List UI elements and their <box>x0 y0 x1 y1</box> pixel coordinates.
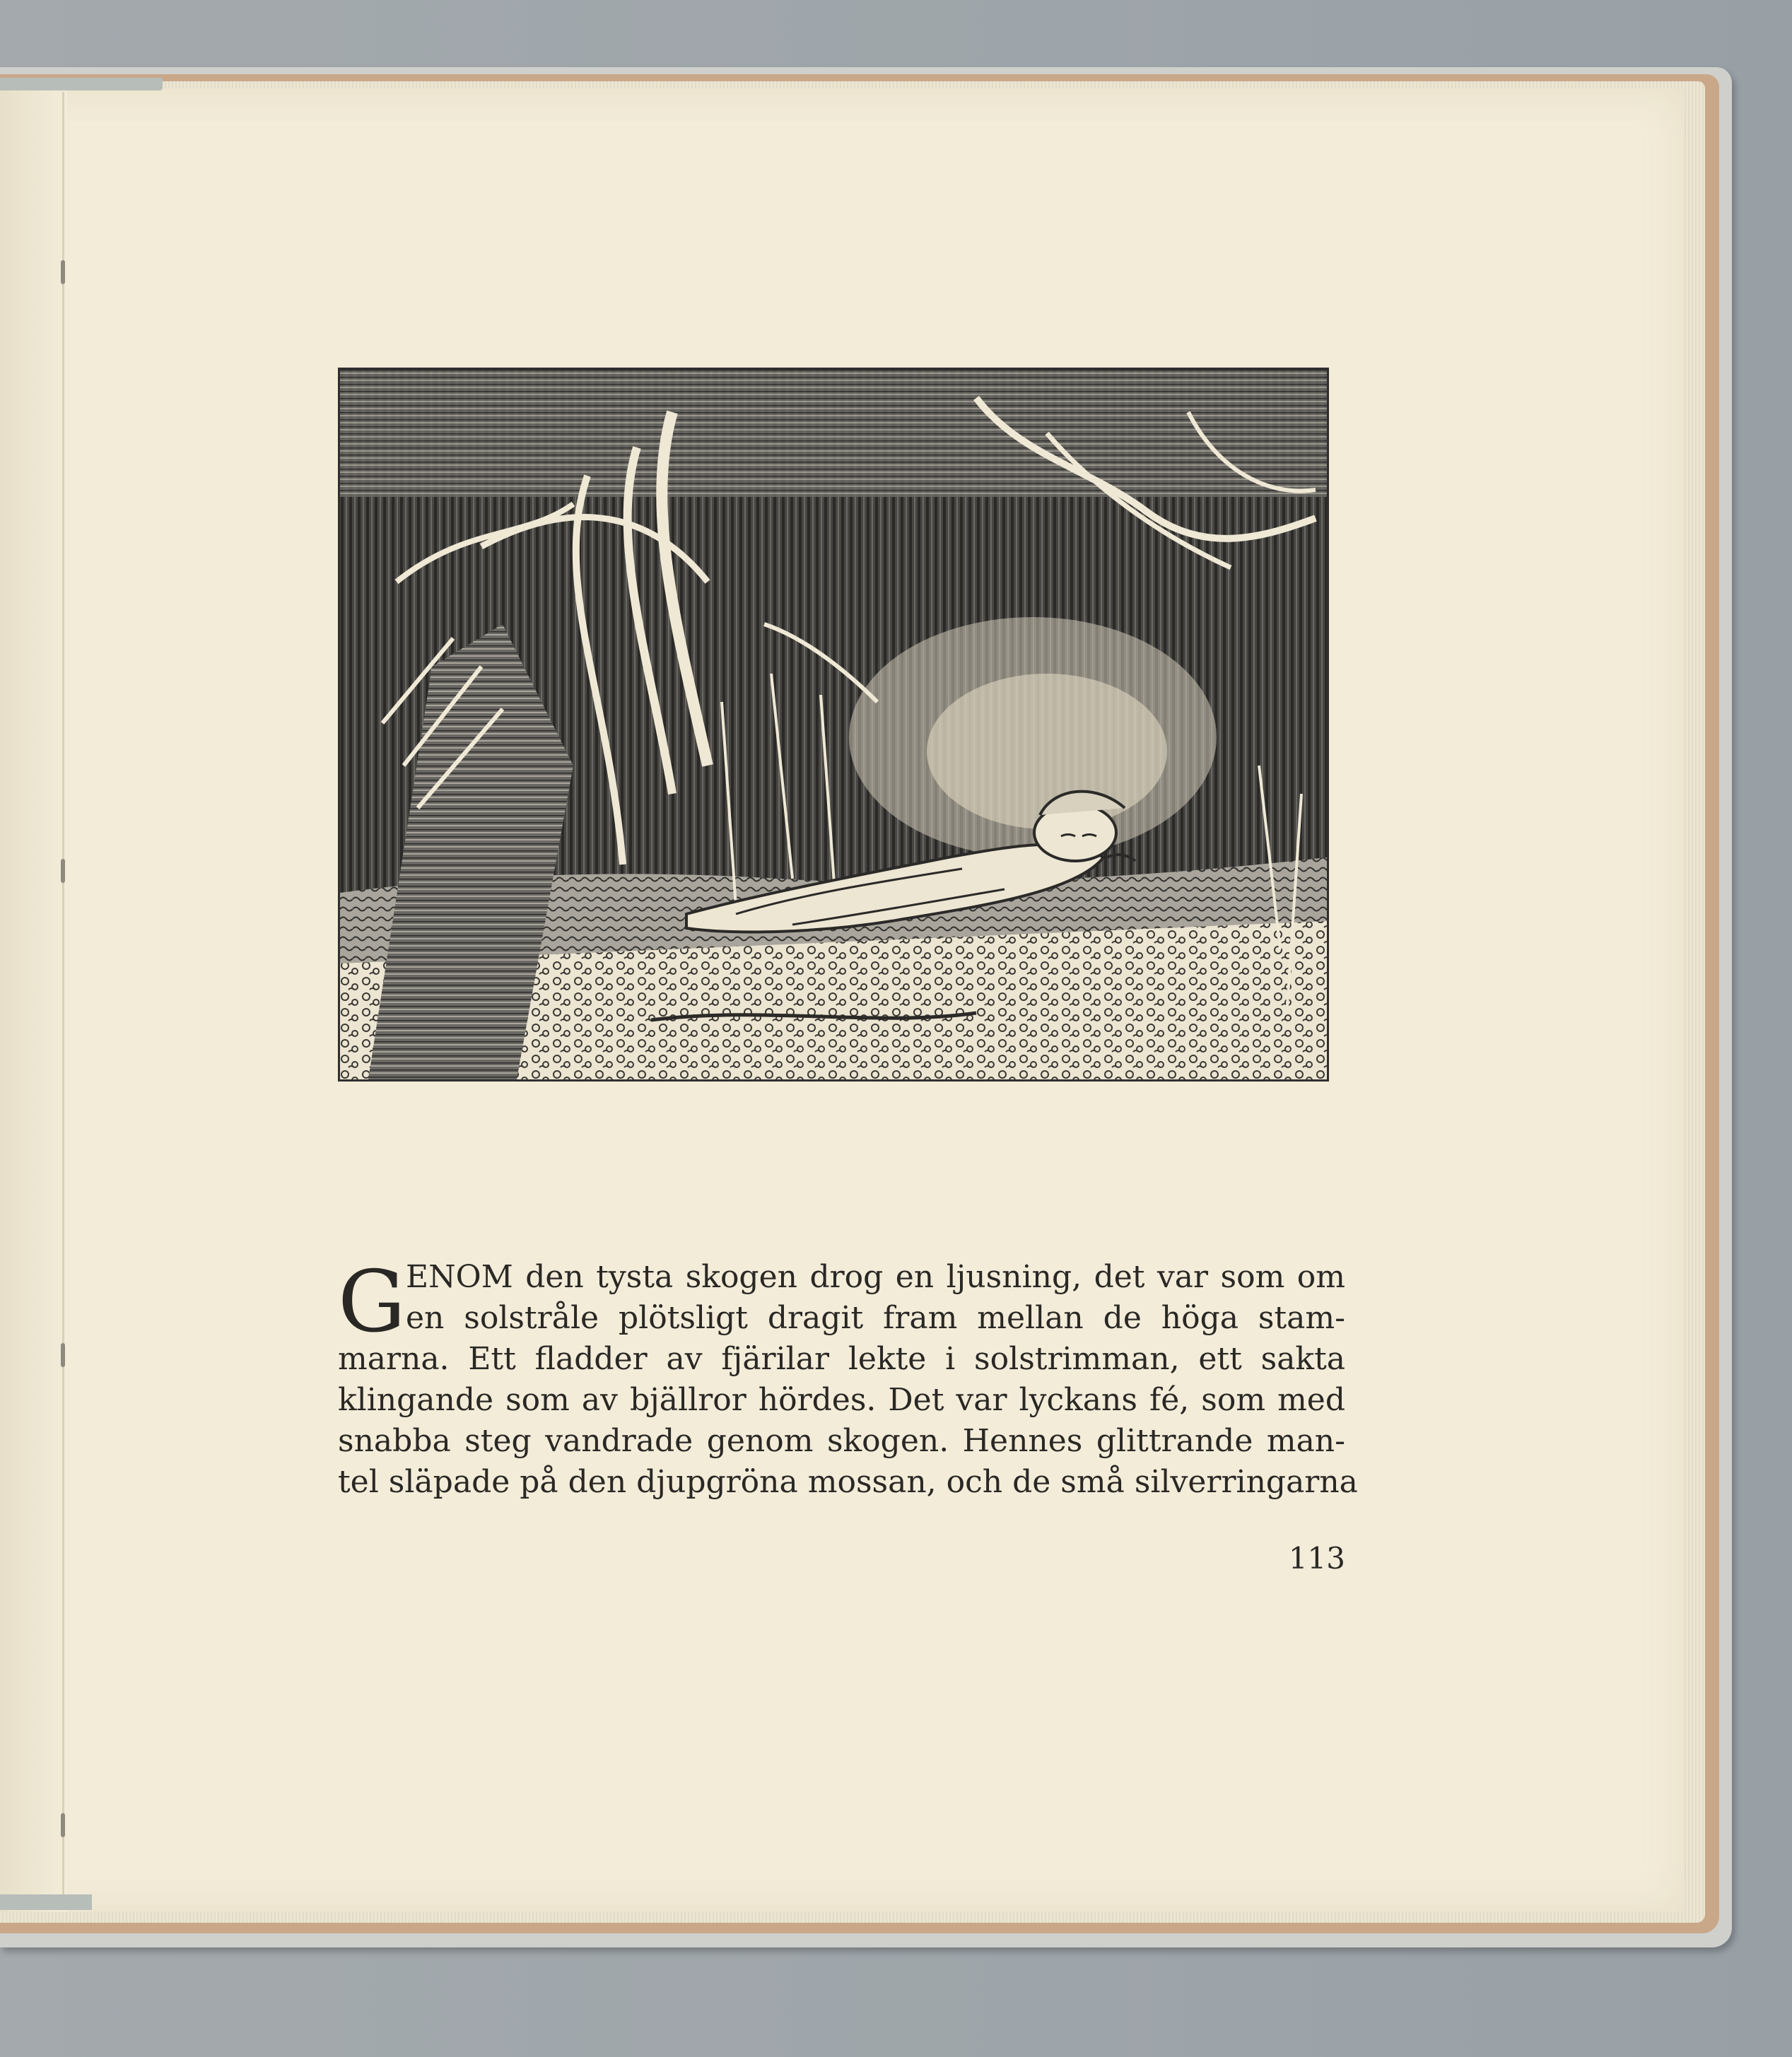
body-text <box>338 1253 1358 1503</box>
forest-engraving-graphic <box>340 370 1327 1079</box>
page-number: 113 <box>1288 1541 1345 1576</box>
spine-tape-bottom <box>0 1894 92 1910</box>
text-line: en solstråle plötsligt dragit fram mellan de höga stam- <box>406 1300 1345 1336</box>
text-line: ENOM den tysta skogen drog en ljusning, det var som om <box>406 1259 1345 1295</box>
text-line: klingande som av bjällror hördes. Det var lyckans fé, som med <box>338 1382 1345 1418</box>
gutter-margin <box>0 88 67 1912</box>
binding-stitch <box>61 260 65 284</box>
text-line: snabba steg vandrade genom skogen. Hennes glittrande man- <box>338 1423 1345 1459</box>
text-line: marna. Ett fladder av fjärilar lekte i solstrimman, ett sakta <box>338 1341 1345 1377</box>
gutter-fold <box>62 92 64 1901</box>
binding-stitch <box>61 1813 65 1837</box>
binding-stitch <box>61 1343 65 1367</box>
drop-cap: G <box>338 1253 406 1352</box>
spine-tape-top <box>0 78 163 90</box>
forest-illustration <box>338 368 1329 1082</box>
text-line: tel släpade på den djupgröna mossan, och de små silverringarna <box>338 1464 1358 1500</box>
binding-stitch <box>61 859 65 883</box>
